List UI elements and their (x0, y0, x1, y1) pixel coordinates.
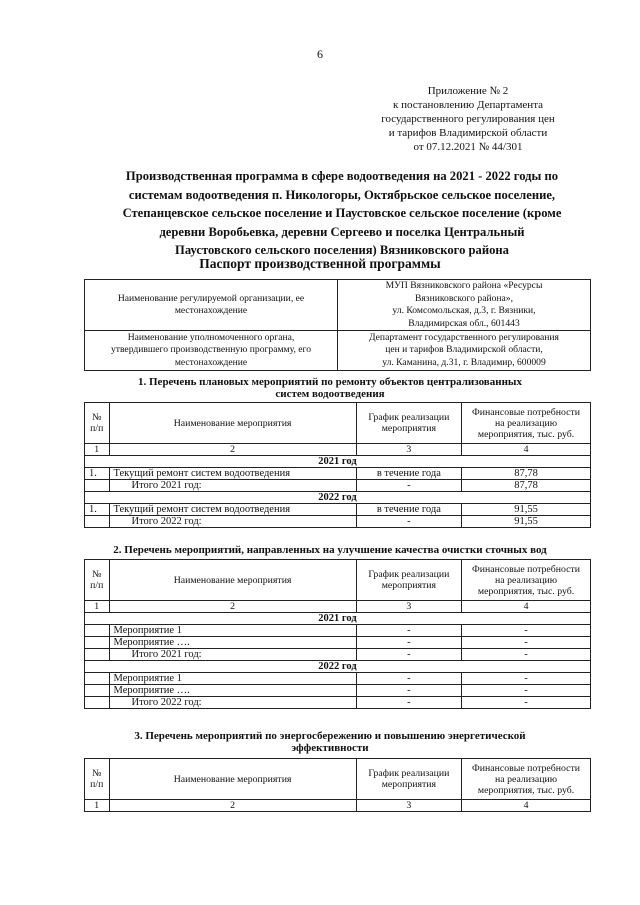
authority-value-cell (338, 331, 591, 371)
activity-schedule: в течение года (356, 504, 461, 516)
header-line: мероприятия, тыс. руб. (477, 428, 575, 440)
cell-line: ул. Комсомольская, д.3, г. Вязники, (392, 305, 536, 316)
row-number (85, 480, 110, 492)
total-row (85, 697, 591, 709)
activity-name: Текущий ремонт систем водоотведения (109, 504, 356, 516)
header-line: п/п (90, 580, 104, 591)
year-row (85, 613, 591, 625)
cell-line: утвердившего производственную программу, его (110, 344, 312, 356)
cell-line: Владимирская обл., 601443 (408, 317, 520, 329)
total-row (85, 480, 591, 492)
title-line: деревни Воробьевка, деревни Сергеево и поселка Центральный (159, 224, 525, 239)
num-header (85, 403, 110, 444)
activity-name: Мероприятие 1 (109, 673, 356, 685)
activity-schedule: - (356, 625, 461, 637)
col-number: 1 (85, 800, 110, 812)
row-number (85, 637, 110, 649)
header-line: на реализацию (495, 574, 558, 586)
activity-finance: - (462, 625, 591, 637)
name-header: Наименование мероприятия (109, 759, 356, 800)
row-number (85, 685, 110, 697)
document-title (82, 167, 602, 260)
table-row (85, 331, 591, 371)
cell-line: местонахождение (174, 305, 248, 316)
appendix-line: государственного регулирования цен (381, 113, 555, 125)
col-number: 3 (356, 800, 461, 812)
col-number: 4 (462, 800, 591, 812)
cell-line: Вязниковского района», (414, 292, 513, 304)
section3-title (70, 730, 590, 754)
section3-table (84, 758, 591, 812)
passport-table (84, 279, 591, 371)
authority-label-cell (85, 331, 338, 371)
title-line: Паустовского сельского поселения) Вязниковского района (175, 243, 509, 258)
header-line: п/п (90, 423, 104, 434)
activity-finance: - (462, 685, 591, 697)
appendix-line: от 07.12.2021 № 44/301 (413, 141, 523, 153)
activity-schedule: в течение года (356, 468, 461, 480)
header-line: п/п (90, 779, 104, 790)
appendix-line: к постановлению Департамента (392, 99, 544, 111)
col-number: 2 (109, 800, 356, 812)
activity-schedule: - (356, 685, 461, 697)
header-line: График реализации (368, 412, 450, 423)
total-finance: 87,78 (462, 480, 591, 492)
header-line: на реализацию (495, 773, 558, 785)
table-row (85, 673, 591, 685)
header-line: График реализации (368, 569, 450, 580)
row-number (85, 673, 110, 685)
header-line: на реализацию (495, 417, 558, 429)
column-number-row (85, 444, 591, 456)
total-label: Итого 2022 год: (109, 516, 356, 528)
row-number (85, 625, 110, 637)
org-label-cell (85, 280, 338, 331)
col-number: 3 (356, 444, 461, 456)
title-line: Степанцевское сельское поселение и Паустовское сельское поселение (кроме (122, 206, 562, 221)
num-header (85, 560, 110, 601)
year-label: 2022 год (85, 492, 591, 504)
activity-finance: - (462, 637, 591, 649)
col-number: 3 (356, 601, 461, 613)
cell-line: МУП Вязниковского района «Ресурсы (385, 280, 543, 291)
appendix-line: Приложение № 2 (427, 85, 509, 97)
table-header-row (85, 403, 591, 444)
activity-schedule: - (356, 637, 461, 649)
activity-name: Мероприятие …. (109, 685, 356, 697)
total-finance: 91,55 (462, 516, 591, 528)
appendix-line: и тарифов Владимирской области (388, 127, 548, 139)
total-label: Итого 2022 год: (109, 697, 356, 709)
row-number: 1. (85, 468, 110, 480)
column-number-row (85, 601, 591, 613)
name-header: Наименование мероприятия (109, 560, 356, 601)
header-line: Финансовые потребности (472, 762, 581, 774)
total-label: Итого 2021 год: (109, 480, 356, 492)
total-row (85, 516, 591, 528)
table-row (85, 637, 591, 649)
row-number (85, 516, 110, 528)
section1-table (84, 402, 591, 528)
total-schedule: - (356, 480, 461, 492)
passport-title: Паспорт производственной программы (199, 256, 441, 271)
name-header: Наименование мероприятия (109, 403, 356, 444)
row-number (85, 697, 110, 709)
year-row (85, 492, 591, 504)
year-label: 2021 год (85, 613, 591, 625)
cell-line: Наименование регулируемой организации, ее (117, 292, 305, 304)
title-line: Производственная программа в сфере водоотведения на 2021 - 2022 годы по (125, 169, 559, 183)
activity-schedule: - (356, 673, 461, 685)
table-row (85, 280, 591, 331)
section-title-line: систем водоотведения (275, 388, 385, 400)
section-title-line: эффективности (291, 742, 369, 754)
year-label: 2021 год (85, 456, 591, 468)
header-line: Финансовые потребности (472, 406, 581, 418)
table-row (85, 685, 591, 697)
header-line: Финансовые потребности (472, 563, 581, 575)
appendix-header (358, 84, 578, 154)
finance-header (462, 403, 591, 444)
table-row (85, 625, 591, 637)
year-row (85, 661, 591, 673)
year-label: 2022 год (85, 661, 591, 673)
activity-name: Мероприятие 1 (109, 625, 356, 637)
col-number: 1 (85, 444, 110, 456)
table-row (85, 468, 591, 480)
col-number: 1 (85, 601, 110, 613)
section-title-line: 3. Перечень мероприятий по энергосбережению и повышению энергетической (134, 730, 526, 742)
cell-line: ул. Каманина, д.31, г. Владимир, 600009 (382, 356, 546, 368)
schedule-header (356, 560, 461, 601)
section1-title (70, 376, 590, 400)
section2-table (84, 559, 591, 709)
cell-line: местонахождение (174, 356, 248, 368)
header-line: № (92, 768, 102, 779)
header-line: График реализации (368, 768, 450, 779)
header-line: № (92, 412, 102, 423)
header-line: мероприятия (381, 779, 436, 790)
cell-line: Департамент государственного регулирования (369, 331, 559, 343)
row-number: 1. (85, 504, 110, 516)
org-value-cell (338, 280, 591, 331)
title-line: системам водоотведения п. Никологоры, Октябрьское сельское поселение, (128, 187, 556, 202)
cell-line: цен и тарифов Владимирской области, (385, 344, 543, 356)
total-schedule: - (356, 516, 461, 528)
header-line: мероприятия (381, 423, 436, 434)
schedule-header (356, 403, 461, 444)
total-label: Итого 2021 год: (109, 649, 356, 661)
header-line: мероприятия, тыс. руб. (477, 784, 575, 796)
total-schedule: - (356, 649, 461, 661)
row-number (85, 649, 110, 661)
finance-header (462, 759, 591, 800)
activity-finance: - (462, 673, 591, 685)
table-row (85, 504, 591, 516)
header-line: мероприятия, тыс. руб. (477, 585, 575, 597)
total-finance: - (462, 697, 591, 709)
header-line: № (92, 569, 102, 580)
table-header-row (85, 759, 591, 800)
section-title-line: 1. Перечень плановых мероприятий по ремонту объектов централизованных (138, 376, 522, 388)
table-header-row (85, 560, 591, 601)
finance-header (462, 560, 591, 601)
total-row (85, 649, 591, 661)
activity-finance: 91,55 (462, 504, 591, 516)
col-number: 4 (462, 601, 591, 613)
page-number: 6 (317, 47, 323, 61)
column-number-row (85, 800, 591, 812)
col-number: 4 (462, 444, 591, 456)
activity-name: Мероприятие …. (109, 637, 356, 649)
header-line: мероприятия (381, 580, 436, 591)
section2-title (40, 544, 620, 556)
col-number: 2 (109, 601, 356, 613)
section-title-line: 2. Перечень мероприятий, направленных на улучшение качества очистки сточных вод (113, 544, 547, 556)
col-number: 2 (109, 444, 356, 456)
total-schedule: - (356, 697, 461, 709)
cell-line: Наименование уполномоченного органа, (127, 331, 295, 343)
year-row (85, 456, 591, 468)
schedule-header (356, 759, 461, 800)
activity-name: Текущий ремонт систем водоотведения (109, 468, 356, 480)
activity-finance: 87,78 (462, 468, 591, 480)
num-header (85, 759, 110, 800)
total-finance: - (462, 649, 591, 661)
